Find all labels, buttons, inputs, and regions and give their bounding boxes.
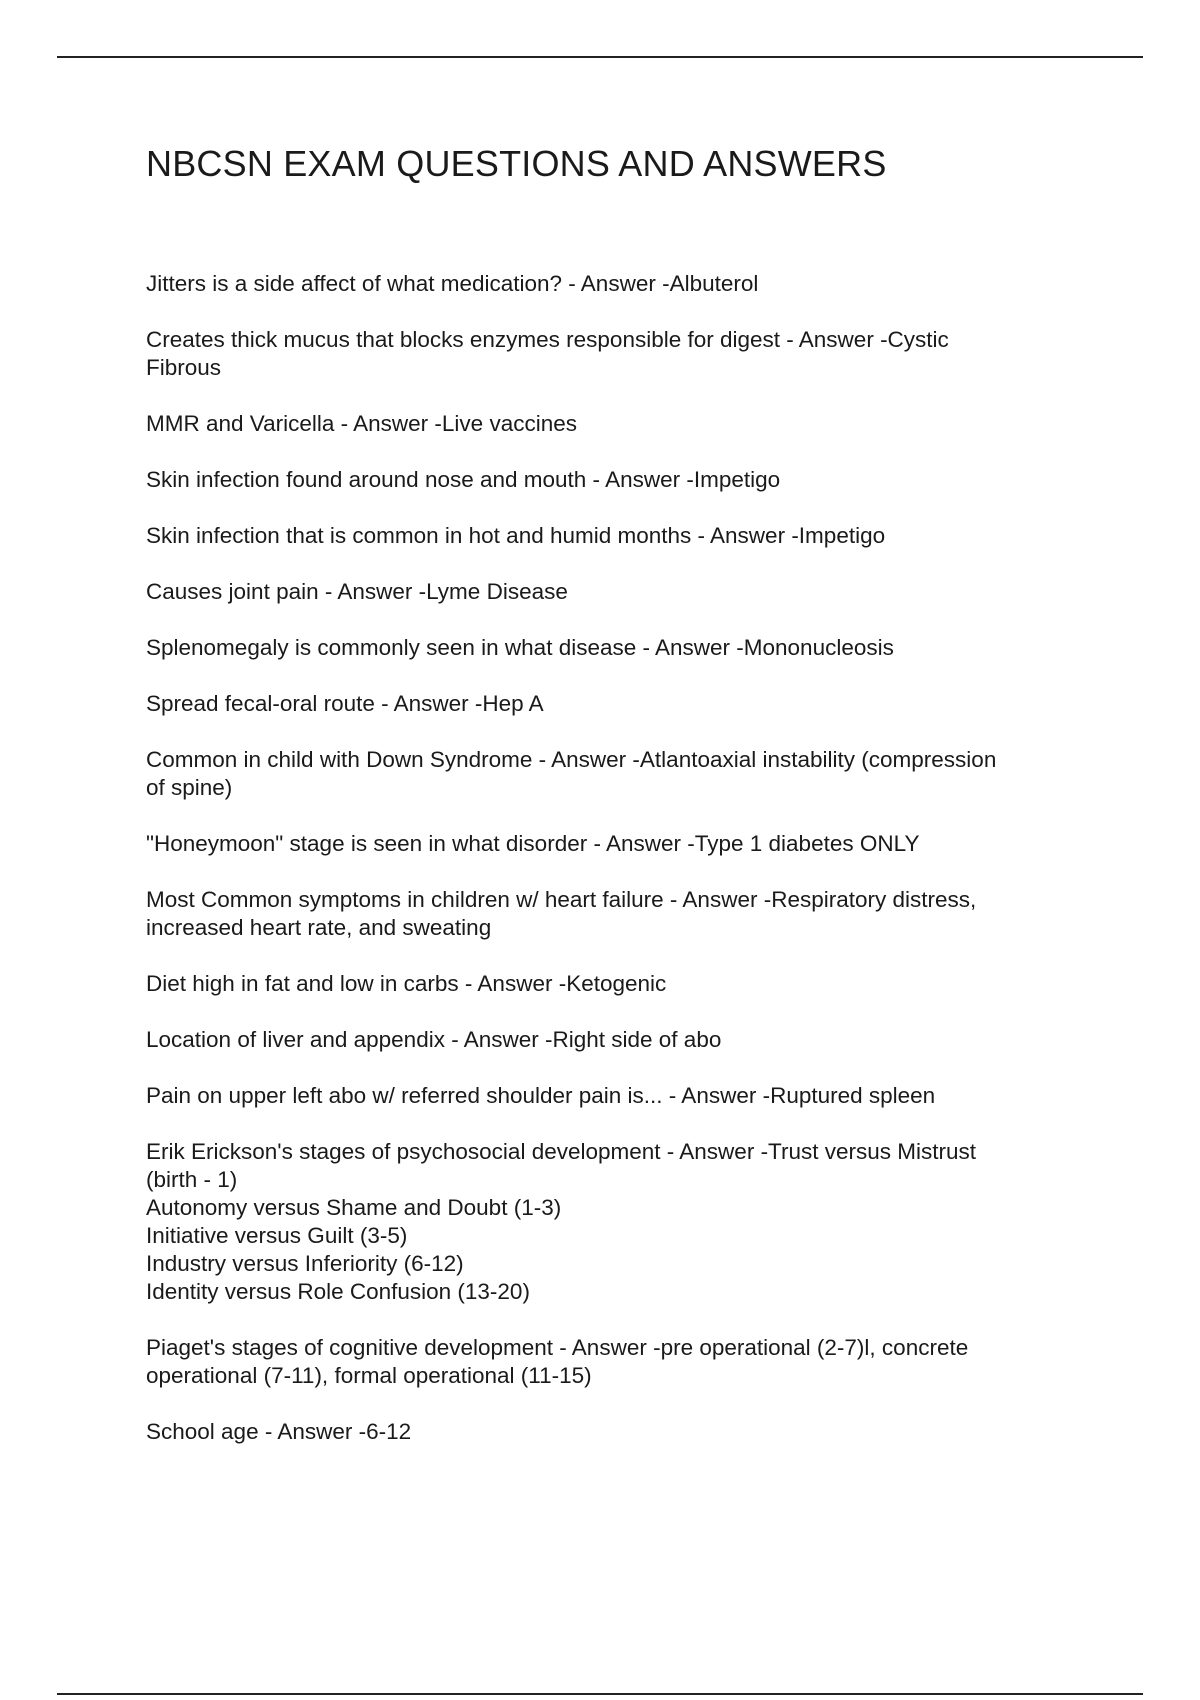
qa-item-line: Common in child with Down Syndrome - Answer -Atlantoaxial instability (compression xyxy=(146,747,997,772)
qa-item-line: Identity versus Role Confusion (13-20) xyxy=(146,1279,530,1304)
qa-item xyxy=(146,1082,1076,1110)
qa-item xyxy=(146,410,1076,438)
qa-item-line: Piaget's stages of cognitive development - Answer -pre operational (2-7)l, concrete xyxy=(146,1335,969,1360)
qa-item xyxy=(146,522,1076,550)
qa-item-line: Location of liver and appendix - Answer -Right side of abo xyxy=(146,1027,722,1052)
qa-item xyxy=(146,746,1076,802)
qa-item xyxy=(146,970,1076,998)
qa-item-line: Skin infection that is common in hot and humid months - Answer -Impetigo xyxy=(146,523,886,548)
qa-item-line: Pain on upper left abo w/ referred shoulder pain is... - Answer -Ruptured spleen xyxy=(146,1083,936,1108)
qa-item-line: Skin infection found around nose and mouth - Answer -Impetigo xyxy=(146,467,781,492)
page-title: NBCSN EXAM QUESTIONS AND ANSWERS xyxy=(146,143,887,184)
qa-item xyxy=(146,690,1076,718)
qa-item xyxy=(146,634,1076,662)
qa-item xyxy=(146,1418,1076,1446)
qa-item-line: Splenomegaly is commonly seen in what disease - Answer -Mononucleosis xyxy=(146,635,894,660)
qa-item xyxy=(146,326,1076,382)
qa-item-line: (birth - 1) xyxy=(146,1167,238,1192)
qa-item xyxy=(146,270,1076,298)
qa-item-line: Industry versus Inferiority (6-12) xyxy=(146,1251,464,1276)
qa-item-line: Fibrous xyxy=(146,355,222,380)
qa-item-line: Most Common symptoms in children w/ heart failure - Answer -Respiratory distress, xyxy=(146,887,977,912)
qa-item-line: Initiative versus Guilt (3-5) xyxy=(146,1223,408,1248)
qa-item xyxy=(146,886,1076,942)
qa-item xyxy=(146,830,1076,858)
qa-item-line: Creates thick mucus that blocks enzymes responsible for digest - Answer -Cystic xyxy=(146,327,949,352)
qa-item-line: Jitters is a side affect of what medication? - Answer -Albuterol xyxy=(146,271,759,296)
qa-list xyxy=(146,270,1076,1474)
qa-item-line: Diet high in fat and low in carbs - Answer -Ketogenic xyxy=(146,971,667,996)
qa-item-line: operational (7-11), formal operational (11-15) xyxy=(146,1363,592,1388)
qa-item xyxy=(146,1026,1076,1054)
qa-item-line: Causes joint pain - Answer -Lyme Disease xyxy=(146,579,568,604)
qa-item xyxy=(146,466,1076,494)
qa-item-line: increased heart rate, and sweating xyxy=(146,915,492,940)
qa-item xyxy=(146,578,1076,606)
footer-rule xyxy=(57,1693,1143,1695)
qa-item-line: Autonomy versus Shame and Doubt (1-3) xyxy=(146,1195,562,1220)
qa-item-line: "Honeymoon" stage is seen in what disorder - Answer -Type 1 diabetes ONLY xyxy=(146,831,920,856)
qa-item-line: Spread fecal-oral route - Answer -Hep A xyxy=(146,691,544,716)
qa-item xyxy=(146,1334,1076,1390)
qa-item-line: School age - Answer -6-12 xyxy=(146,1419,412,1444)
qa-item-line: MMR and Varicella - Answer -Live vaccines xyxy=(146,411,577,436)
qa-item-line: Erik Erickson's stages of psychosocial development - Answer -Trust versus Mistrust xyxy=(146,1139,976,1164)
qa-item-line: of spine) xyxy=(146,775,233,800)
header-rule xyxy=(57,56,1143,58)
qa-item xyxy=(146,1138,1076,1306)
